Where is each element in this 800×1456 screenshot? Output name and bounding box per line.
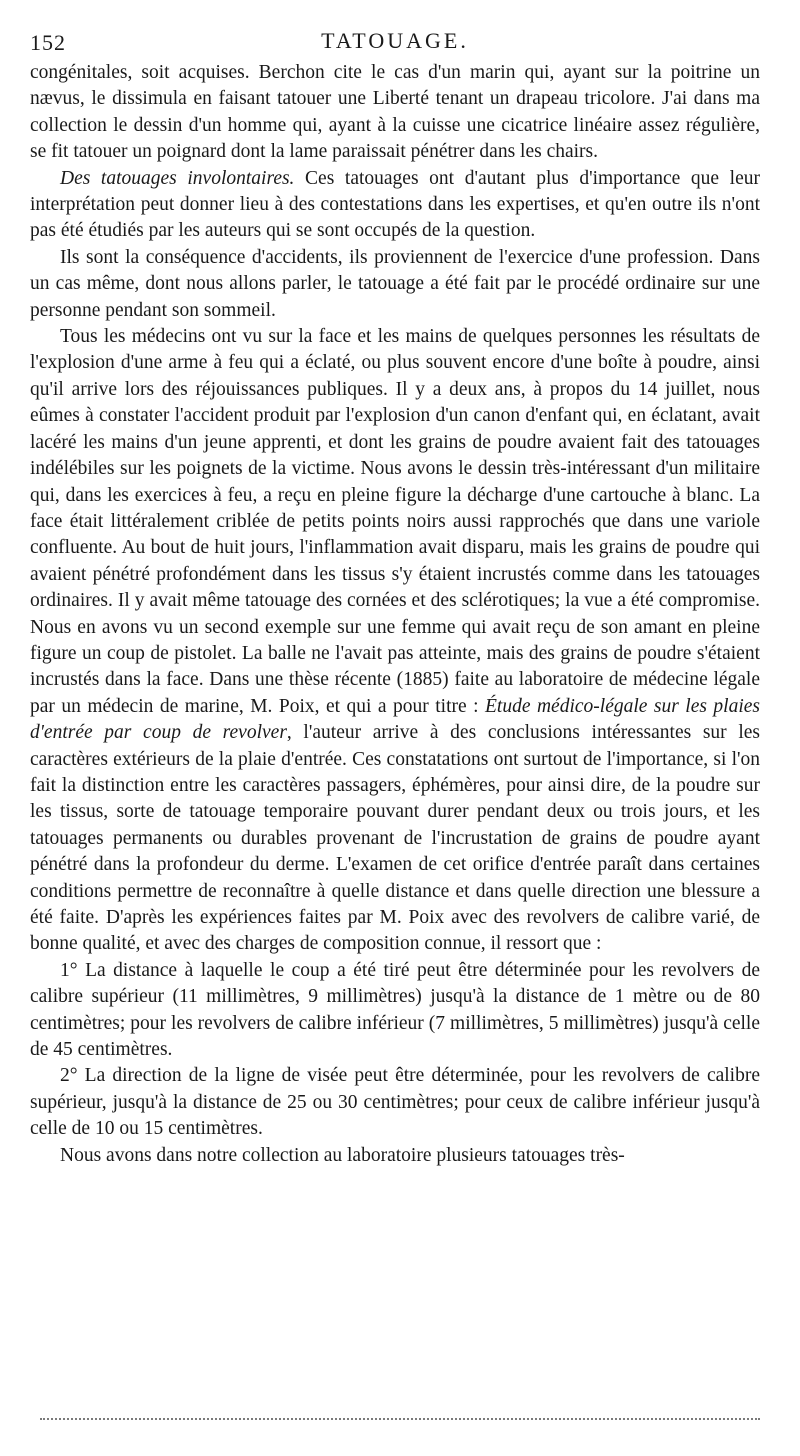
text-span: congénitales, soit acquises. Berchon cite le cas d'un marin qui, ayant sur la poitrine un nævus, le dissimula en faisant tatouer une Liberté tenant un drapeau tricolore. J'ai dans ma collection le dessin d'un homme qui, ayant à la cuisse une cicatrice linéaire assez régulière, se fit tatouer un poignard dont la lame paraissait pénétrer dans les chairs.	[30, 62, 760, 163]
text-span: Ces tatouages ont d'autant plus d'importance que leur interprétation peut donner lieu à des contestations dans les expertises, et qu'en outre ils n'ont pas été étudiés par les auteurs qui se sont occupés de la question.	[30, 167, 760, 242]
text-span: 2° La direction de la ligne de visée peut être déterminée, pour les revolvers de calibre supérieur, jusqu'à la distance de 25 ou 30 centimètres; pour ceux de calibre inférieur jusqu'à celle de 10 ou 15 centimètres.	[30, 1065, 760, 1140]
page-header	[30, 26, 760, 60]
text-span: Tous les médecins ont vu sur la face et les mains de quelques personnes les résultats de l'explosion d'une arme à feu qui a éclaté, ou plus souvent encore d'une boîte à poudre, ainsi qu'il arrive lors des réjouissances publiques. Il y a deux ans, à propos du 14 juillet, nous eûmes à constater l'accident produit par l'explosion d'un canon d'enfant qui, en éclatant, avait lacéré les mains d'un jeune apprenti, et dont les grains de poudre avaient fait des tatouages indélébiles sur les poignets de la victime. Nous avons le dessin très-intéressant d'un militaire qui, dans les exercices à feu, a reçu en pleine figure la décharge d'une cartouche à blanc. La face était littéralement criblée de petits points noirs aussi rapprochés que dans une variole confluente. Au bout de huit jours, l'inflammation avait disparu, mais les grains de poudre qui avaient pénétré profondément dans les tissus s'y étaient incrustés comme dans les tatouages ordinaires. Il y avait même tatouage des cornées et des sclérotiques; la vue a été compromise. Nous en avons vu un second exemple sur une femme qui avait reçu de son amant en pleine figure un coup de pistolet. La balle ne l'avait pas atteinte, mais des grains de poudre s'étaient incrustés dans la face. Dans une thèse récente (1885) faite au laboratoire de médecine légale par un médecin de marine, M. Poix, et qui a pour titre :	[30, 326, 760, 717]
list-item-2	[30, 1063, 760, 1142]
thesis-title: Étude médico-légale sur les plaies d'entrée par coup de revolver	[30, 695, 760, 744]
paragraph-3	[30, 245, 760, 324]
paragraph-2	[30, 166, 760, 245]
body-text	[30, 60, 760, 1169]
text-span: 1° La distance à laquelle le coup a été tiré peut être déterminée pour les revolvers de calibre supérieur (11 millimètres, 9 millimètres) jusqu'à la distance de 1 mètre ou de 80 centimètres; pour les revolvers de calibre inférieur (7 millimètres, 5 millimètres) jusqu'à celle de 45 centimètres.	[30, 959, 760, 1061]
text-span: Nous avons dans notre collection au laboratoire plusieurs tatouages très-	[60, 1144, 625, 1166]
paragraph-4	[30, 324, 760, 958]
list-item-1	[30, 958, 760, 1064]
running-title: TATOUAGE.	[321, 28, 469, 53]
text-span: Ils sont la conséquence d'accidents, ils proviennent de l'exercice d'une profession. Dans un cas même, dont nous allons parler, le tatouage a été fait par le procédé ordinaire sur une personne pendant son sommeil.	[30, 246, 760, 321]
page-number: 152	[30, 30, 66, 55]
text-span: , l'auteur arrive à des conclusions intéressantes sur les caractères extérieurs de la plaie d'entrée. Ces constatations ont surtout de l'importance, si l'on fait la distinction entre les caractères passagers, éphémères, pour ainsi dire, de la poudre sur les tissus, sorte de tatouage temporaire pouvant durer pendant deux ou trois jours, et les tatouages permanents ou durables provenant de l'incrustation de grains de poudre ayant pénétré dans la profondeur du derme. L'examen de cet orifice d'entrée paraît dans certaines conditions permettre de reconnaître à quelle distance et dans quelle direction une blessure a été faite. D'après les expériences faites par M. Poix avec des revolvers de calibre varié, de bonne qualité, et avec des charges de composition connue, il ressort que :	[30, 722, 760, 955]
footer-rule	[40, 1418, 760, 1420]
paragraph-1	[30, 60, 760, 166]
section-heading-involuntary-tattoos: Des tatouages involontaires.	[60, 167, 295, 189]
paragraph-last	[30, 1143, 760, 1169]
